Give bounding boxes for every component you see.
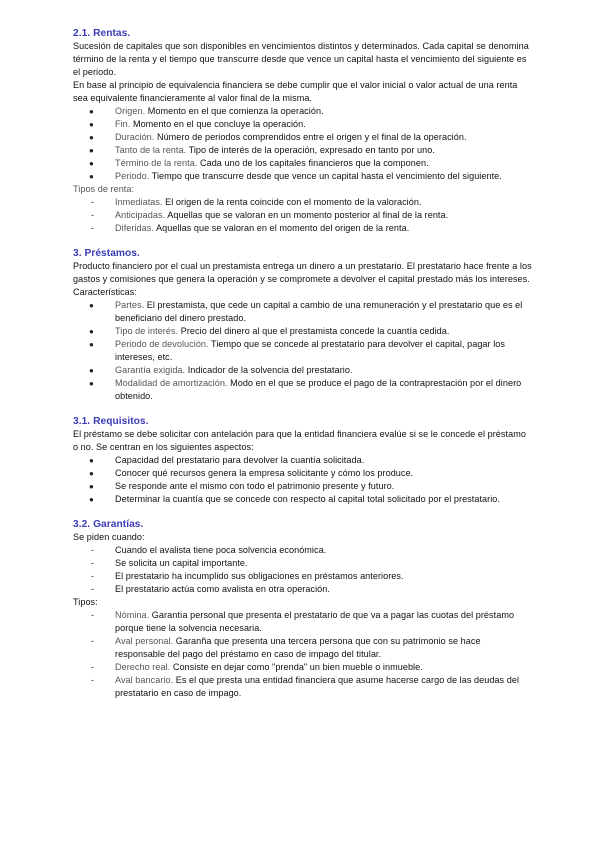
bullet-icon: ● (89, 146, 94, 155)
section-requisitos (73, 415, 533, 506)
item-text: El prestatario actúa como avalista en otra operación. (115, 584, 330, 594)
bullet-icon: ● (89, 495, 94, 504)
paragraph: Sucesión de capitales que son disponibles en vencimientos distintos y determinados. Cada capital se denomina término de la renta y el tiempo que transcurre desde que vence un capital hasta el vencimiento del siguiente es el periodo. (73, 41, 529, 77)
term: Tipo de interés. (115, 326, 179, 336)
dash-icon: - (91, 558, 95, 568)
list-label: Se piden cuando: (73, 532, 145, 542)
list-item (73, 570, 533, 583)
term: Duración. (115, 132, 155, 142)
bullet-icon: ● (89, 456, 94, 465)
section-heading: 3.1. Requisitos. (73, 416, 149, 427)
dash-list (73, 196, 533, 235)
paragraph: Producto financiero por el cual un prestamista entrega un dinero a un prestatario. El prestatario hace frente a los gastos y comisiones que genera la operación y se compromete a devolver el capital prestado más los intereses. (73, 261, 532, 284)
dash-icon: - (91, 662, 95, 672)
definition: Tipo de interés de la operación, expresado en tanto por uno. (188, 145, 435, 155)
list-item (73, 105, 533, 118)
definition: Consiste en dejar como "prenda" un bien mueble o inmueble. (172, 662, 423, 672)
list-item (73, 674, 533, 700)
term: Origen. (115, 106, 146, 116)
definition: Aquellas que se valoran en un momento posterior al final de la renta. (167, 210, 449, 220)
item-text: Determinar la cuantía que se concede con respecto al capital total solicitado por el prestatario. (115, 494, 500, 504)
paragraph: En base al principio de equivalencia financiera se debe cumplir que el valor inicial o valor actual de una renta sea equivalente financieramente al valor final de la misma. (73, 80, 518, 103)
definition: Tiempo que transcurre desde que vence un capital hasta el vencimiento del siguiente. (151, 171, 502, 181)
dash-icon: - (91, 571, 95, 581)
list-item (73, 157, 533, 170)
dash-icon: - (91, 197, 95, 207)
bullet-icon: ● (89, 107, 94, 116)
document-page (73, 27, 533, 712)
list-item (73, 209, 533, 222)
section-heading: 3. Préstamos. (73, 248, 140, 259)
bullet-icon: ● (89, 327, 94, 336)
bullet-icon: ● (89, 482, 94, 491)
definition: Es el que presta una entidad financiera que asume hacerse cargo de las deudas del prestatario en caso de impago. (115, 675, 520, 698)
term: Diferidas. (115, 223, 154, 233)
definition: Momento en el que comienza la operación. (147, 106, 324, 116)
dash-icon: - (91, 223, 95, 233)
item-text: Conocer qué recursos genera la empresa solicitante y cómo los produce. (115, 468, 414, 478)
list-item (73, 118, 533, 131)
list-item (73, 609, 533, 635)
term: Aval personal. (115, 636, 174, 646)
list-item (73, 493, 533, 506)
term: Partes. (115, 300, 145, 310)
list-item (73, 583, 533, 596)
list-item (73, 635, 533, 661)
definition: El prestamista, que cede un capital a cambio de una remuneración y el prestatario que es el beneficiario del dinero prestado. (115, 300, 523, 323)
list-item (73, 131, 533, 144)
term: Fin. (115, 119, 131, 129)
list-item (73, 377, 533, 403)
term: Periodo de devolución. (115, 339, 209, 349)
bullet-icon: ● (89, 379, 94, 388)
definition: Número de periodos comprendidos entre el origen y el final de la operación. (156, 132, 467, 142)
dash-icon: - (91, 636, 95, 646)
definition: Cada uno de los capitales financieros que la componen. (199, 158, 429, 168)
list-item (73, 557, 533, 570)
item-text: El prestatario ha incumplido sus obligaciones en préstamos anteriores. (115, 571, 404, 581)
definition: Momento en el que concluye la operación. (132, 119, 306, 129)
list-label: Tipos: (73, 597, 98, 607)
definition: Indicador de la solvencia del prestatario. (187, 365, 353, 375)
section-heading: 3.2. Garantías. (73, 519, 144, 530)
definition: Modo en el que se produce el pago de la contraprestación por el dinero obtenido. (115, 378, 522, 401)
section-heading: 2.1. Rentas. (73, 28, 131, 39)
bullet-list (73, 299, 533, 403)
item-text: Capacidad del prestatario para devolver la cuantía solicitada. (115, 455, 365, 465)
definition: El origen de la renta coincide con el momento de la valoración. (165, 197, 422, 207)
definition: Precio del dinero al que el prestamista concede la cuantía cedida. (180, 326, 450, 336)
bullet-icon: ● (89, 159, 94, 168)
bullet-icon: ● (89, 340, 94, 349)
term: Inmediatas. (115, 197, 163, 207)
list-item (73, 299, 533, 325)
list-item (73, 222, 533, 235)
list-item (73, 467, 533, 480)
dash-list (73, 609, 533, 700)
list-item (73, 325, 533, 338)
term: Término de la renta. (115, 158, 198, 168)
section-garantias (73, 518, 533, 700)
definition: Aquellas que se valoran en el momento del origen de la renta. (156, 223, 410, 233)
bullet-icon: ● (89, 133, 94, 142)
definition: Garanña que presenta una tercera persona que con su patrimonio se hace responsable del pago del préstamo en caso de impago del titular. (115, 636, 481, 659)
term: Anticipadas. (115, 210, 166, 220)
bullet-icon: ● (89, 366, 94, 375)
list-item (73, 144, 533, 157)
term: Modalidad de amortización. (115, 378, 228, 388)
bullet-icon: ● (89, 172, 94, 181)
list-item (73, 661, 533, 674)
list-item (73, 338, 533, 364)
list-item (73, 480, 533, 493)
list-label: Características: (73, 287, 137, 297)
term: Garantía exigida. (115, 365, 186, 375)
section-rentas (73, 27, 533, 235)
list-item (73, 196, 533, 209)
dash-icon: - (91, 610, 95, 620)
bullet-list (73, 105, 533, 183)
dash-icon: - (91, 210, 95, 220)
list-item (73, 454, 533, 467)
list-label: Tipos de renta: (73, 184, 135, 194)
term: Tanto de la renta. (115, 145, 187, 155)
term: Periodo. (115, 171, 150, 181)
term: Aval bancario. (115, 675, 174, 685)
term: Nómina. (115, 610, 150, 620)
dash-icon: - (91, 545, 95, 555)
dash-icon: - (91, 675, 95, 685)
list-item (73, 170, 533, 183)
item-text: Se responde ante el mismo con todo el patrimonio presente y futuro. (115, 481, 395, 491)
section-prestamos (73, 247, 533, 403)
item-text: Cuando el avalista tiene poca solvencia económica. (115, 545, 327, 555)
bullet-list (73, 454, 533, 506)
definition: Tiempo que se concede al prestatario para devolver el capital, pagar los intereses, etc. (115, 339, 505, 362)
bullet-icon: ● (89, 120, 94, 129)
list-item (73, 364, 533, 377)
dash-list (73, 544, 533, 596)
item-text: Se solicita un capital importante. (115, 558, 248, 568)
bullet-icon: ● (89, 301, 94, 310)
bullet-icon: ● (89, 469, 94, 478)
paragraph: El préstamo se debe solicitar con antelación para que la entidad financiera evalúe si se le concede el préstamo o no. Se centran en los siguientes aspectos: (73, 429, 526, 452)
list-item (73, 544, 533, 557)
definition: Garantía personal que presenta el prestatario de que va a pagar las cuotas del préstamo porque tiene la solvencia necesaria. (115, 610, 515, 633)
dash-icon: - (91, 584, 95, 594)
term: Derecho real. (115, 662, 171, 672)
